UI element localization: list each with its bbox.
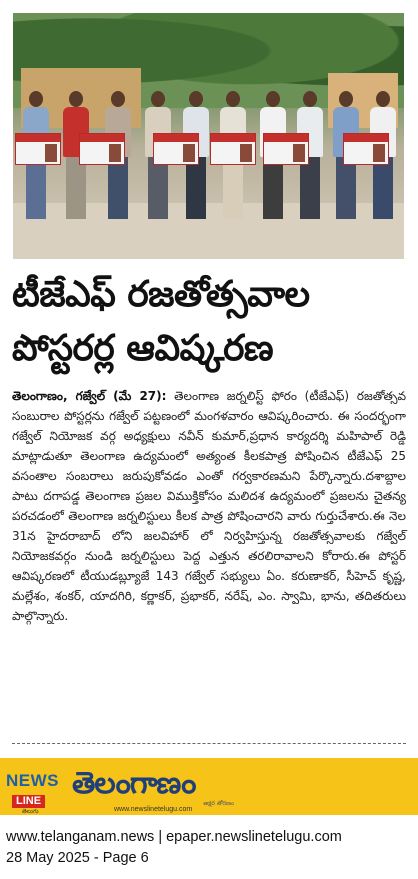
logo-band [0,758,418,815]
poster [15,133,61,165]
divider [12,743,406,744]
footer-links: www.telanganam.news | epaper.newslinetelugu.com [6,829,342,845]
article-body [12,386,406,626]
newsline-logo-bottom: LINE [12,795,45,808]
brand-name: తెలంగాణం [72,766,196,801]
article-photo [13,13,404,259]
brand-tagline: అక్షర తోరణం [203,800,234,807]
poster [210,133,256,165]
newsline-logo [6,771,64,815]
page-footer [6,827,418,869]
newsline-logo-top: NEWS [6,771,59,790]
article-body-text: తెలంగాణ జర్నలిస్ట్ ఫోరం (టీజేఎఫ్) రజతోత్సవ సంబురాల పోస్టర్లను గజ్వేల్ పట్టణంలో మంగళవారం ఆవిష్కరించారు. ఈ సందర్భంగా గజ్వేల్ నియోజక వర్గ అధ్యక్షులు నవీన్ కుమార్,ప్రధాన కార్యదర్శి మహిపాల్ రెడ్డి మాట్లాడుతూ తెలంగాణ ఉద్యమంలో అత్యంత కీలకపాత్ర పోషించిన టీజేఎఫ్ 25 వసంతాల సంబరాలు జరుపుకోవడం ఎంతో గర్వకారణమని పేర్కొన్నారు.దశాబ్దాల పాటు దగాపడ్డ తెలంగాణ ప్రజల విముక్తికోసం మలిదశ ఉద్యమంలో ప్రజలను చైతన్య పరచడంలో తెలంగాణ జర్నలిస్టులు కీలక పాత్ర పోషించారని వారు గుర్తుచేశారు.ఈ నెల 31న హైదరాబాద్ లోని జలవిహార్ లో నిర్వహిస్తున్న రజతోత్సవాలకు గజ్వేల్ నియోజకవర్గం నుండి జర్నలిస్టులు పెద్ద ఎత్తున తరలిరావాలని కోరారు.ఈ పోస్టర్ ఆవిష్కరణలో టీయుడబ్ల్యూజే 143 గజ్వేల్ సభ్యులు ఏం. కరుణాకర్, సీహెచ్ కృష్ణ, మల్లేశం, శంకర్, యాదగిరి, కర్ణాకర్, ప్రభాకర్, నరేష్, ఎం. స్వామి, భాను, తదితరులు పాల్గొన్నారు. [12,389,406,623]
article-dateline: తెలంగాణం, గజ్వేల్ (మే 27): [12,389,167,403]
poster [79,133,125,165]
newsline-logo-sub: తెలుగు [22,808,39,815]
poster [153,133,199,165]
poster [343,133,389,165]
poster [263,133,309,165]
telanganam-logo [72,766,252,806]
footer-date-page: 28 May 2025 - Page 6 [6,850,149,866]
article-headline: టీజేఎఫ్ రజతోత్సవాల పోస్టరర్ల ఆవిష్కరణ [12,274,310,369]
site-url: www.newslinetelugu.com [114,806,193,813]
